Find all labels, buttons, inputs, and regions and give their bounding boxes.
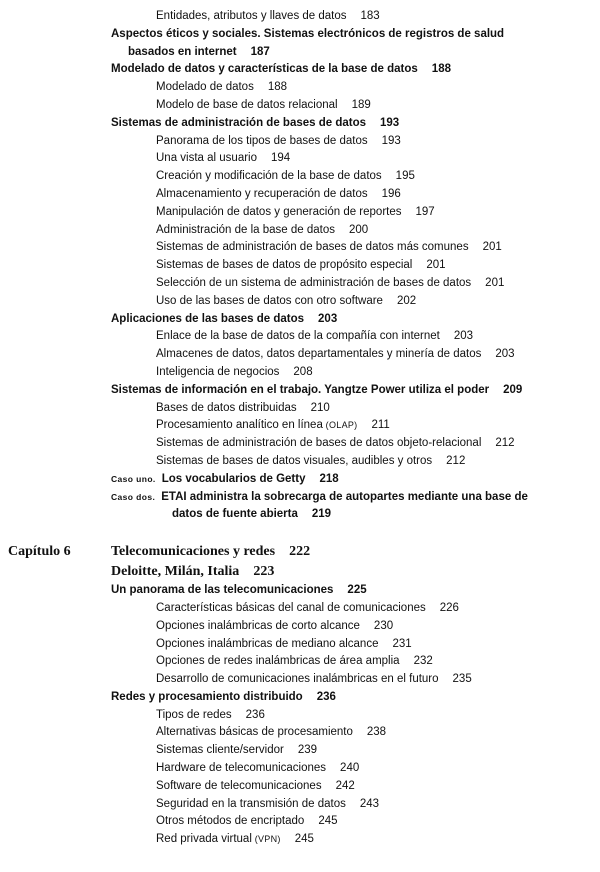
case-label: Caso dos. — [111, 491, 156, 502]
toc-entry — [0, 168, 600, 186]
toc-entry — [0, 707, 600, 725]
toc-entry — [0, 293, 600, 311]
case-label: Caso uno. — [111, 473, 156, 484]
toc-entry — [0, 653, 600, 671]
page-number: 225 — [347, 584, 367, 597]
entry-title: Sistemas de bases de datos visuales, audibles y otros — [156, 454, 433, 467]
page-number: 245 — [318, 815, 338, 828]
page-number: 203 — [495, 348, 515, 361]
entry-title: Hardware de telecomunicaciones — [156, 762, 327, 775]
entry-title: Procesamiento analítico en línea — [156, 419, 323, 432]
toc-entry — [0, 346, 600, 364]
page-number: 189 — [351, 98, 371, 111]
chapter-opening-case — [0, 562, 600, 582]
case-title: ETAI administra la sobrecarga de autopartes mediante una base de — [161, 490, 528, 503]
entry-title: Inteligencia de negocios — [156, 365, 280, 378]
entry-title: Modelado de datos y características de la base de datos — [111, 63, 418, 76]
entry-title: Opciones de redes inalámbricas de área amplia — [156, 655, 400, 668]
page-number: 236 — [316, 690, 336, 703]
page-number: 226 — [439, 601, 459, 614]
entry-title: Administración de la base de datos — [156, 223, 335, 236]
entry-title: Entidades, atributos y llaves de datos — [156, 10, 347, 22]
entry-title: Sistemas de administración de bases de datos más comunes — [156, 241, 469, 254]
toc-entry — [0, 724, 600, 742]
toc-entry — [0, 61, 600, 79]
toc-entry — [0, 400, 600, 418]
table-of-contents — [0, 8, 600, 849]
entry-title: Uso de las bases de datos con otro software — [156, 294, 383, 307]
page-number: 195 — [395, 170, 415, 183]
entry-title: Modelo de base de datos relacional — [156, 98, 338, 111]
entry-title: Aspectos éticos y sociales. Sistemas electrónicos de registros de salud — [111, 27, 505, 40]
entry-title: Enlace de la base de datos de la compañía con internet — [156, 330, 440, 343]
page-number: 202 — [396, 294, 417, 307]
toc-entry — [0, 79, 600, 97]
page-number: 236 — [245, 708, 265, 721]
toc-entry — [0, 150, 600, 168]
page-number: 201 — [482, 241, 502, 254]
page-number: 188 — [431, 63, 451, 76]
toc-entry — [0, 186, 600, 204]
toc-entry — [0, 364, 600, 382]
page-number: 238 — [366, 726, 387, 739]
toc-entry — [0, 328, 600, 346]
entry-title: Modelado de datos — [156, 81, 254, 94]
entry-title: Manipulación de datos y generación de reportes — [156, 205, 402, 218]
page-number: 222 — [289, 544, 311, 560]
case-title-continuation: datos de fuente abierta — [172, 508, 298, 521]
page-number: 212 — [446, 454, 466, 467]
toc-entry — [0, 813, 600, 831]
toc-entry — [0, 115, 600, 133]
page-number: 219 — [311, 508, 332, 521]
toc-entry — [0, 382, 600, 400]
page-number: 223 — [253, 564, 275, 580]
toc-entry — [0, 760, 600, 778]
page-number: 210 — [310, 401, 330, 414]
toc-entry — [0, 778, 600, 796]
toc-entry — [0, 831, 600, 849]
entry-title: Seguridad en la transmisión de datos — [156, 797, 346, 810]
page-number: 183 — [360, 10, 380, 22]
entry-title: basados en internet — [128, 45, 237, 58]
page-number: 209 — [503, 383, 523, 396]
page-number: 242 — [335, 779, 355, 792]
chapter-title: Telecomunicaciones y redes — [111, 544, 276, 560]
entry-title: Aplicaciones de las bases de datos — [111, 312, 305, 325]
case-entry — [0, 471, 600, 489]
page-number: 211 — [371, 419, 390, 432]
entry-title: Software de telecomunicaciones — [156, 779, 322, 792]
page-number: 193 — [380, 116, 400, 129]
toc-entry — [0, 742, 600, 760]
page-number: 200 — [349, 223, 369, 236]
entry-title: Bases de datos distribuidas — [156, 401, 297, 414]
toc-entry — [0, 618, 600, 636]
page-number: 194 — [271, 152, 291, 165]
toc-entry — [0, 26, 600, 44]
page-number: 232 — [413, 655, 433, 668]
toc-entry — [0, 417, 600, 435]
entry-abbreviation: (OLAP) — [322, 420, 358, 431]
toc-entry — [0, 671, 600, 689]
chapter-subtitle: Deloitte, Milán, Italia — [111, 564, 240, 580]
toc-entry — [0, 636, 600, 654]
entry-title: Sistemas de información en el trabajo. Yangtze Power utiliza el poder — [111, 383, 490, 396]
toc-entry — [0, 44, 600, 62]
toc-entry — [0, 600, 600, 618]
entry-title: Otros métodos de encriptado — [156, 815, 305, 828]
page-number: 239 — [297, 744, 318, 757]
toc-entry — [0, 97, 600, 115]
entry-title: Desarrollo de comunicaciones inalámbricas en el futuro — [156, 673, 439, 686]
entry-title: Una vista al usuario — [156, 152, 257, 165]
page-number: 201 — [485, 276, 505, 289]
page-number: 235 — [452, 673, 472, 686]
entry-title: Sistemas cliente/servidor — [156, 744, 284, 757]
entry-title: Tipos de redes — [156, 708, 232, 721]
entry-abbreviation: (VPN) — [251, 834, 281, 845]
page-number: 187 — [250, 45, 270, 58]
toc-entry — [0, 239, 600, 257]
toc-entry — [0, 453, 600, 471]
toc-entry — [0, 222, 600, 240]
chapter-heading — [0, 542, 600, 562]
page-number: 218 — [319, 472, 339, 485]
toc-entry — [0, 435, 600, 453]
page-number: 201 — [426, 259, 446, 272]
entry-title: Alternativas básicas de procesamiento — [156, 726, 353, 739]
page-number: 188 — [267, 81, 288, 94]
toc-entry — [0, 275, 600, 293]
entry-title: Red privada virtual — [156, 833, 252, 846]
toc-entry — [0, 133, 600, 151]
entry-title: Almacenes de datos, datos departamentales y minería de datos — [156, 348, 482, 361]
page-number: 208 — [293, 365, 313, 378]
case-entry — [0, 489, 600, 507]
page-number: 193 — [381, 134, 401, 147]
toc-section-databases — [0, 8, 600, 471]
toc-entry — [0, 257, 600, 275]
toc-entry — [0, 582, 600, 600]
entry-title: Panorama de los tipos de bases de datos — [156, 134, 368, 147]
entry-title: Selección de un sistema de administración de bases de datos — [156, 276, 472, 289]
entry-title: Opciones inalámbricas de corto alcance — [156, 619, 360, 632]
entry-title: Redes y procesamiento distribuido — [111, 690, 303, 703]
case-entry-continuation — [0, 506, 600, 524]
entry-title: Un panorama de las telecomunicaciones — [111, 584, 334, 597]
page-number: 212 — [495, 437, 515, 450]
entry-title: Creación y modificación de la base de datos — [156, 170, 382, 183]
entry-title: Sistemas de administración de bases de datos — [111, 116, 367, 129]
entry-title: Sistemas de administración de bases de datos objeto-relacional — [156, 437, 482, 450]
page-number: 203 — [318, 312, 338, 325]
chapter-title-wrap — [111, 542, 310, 562]
page-number: 196 — [381, 187, 401, 200]
page-number: 203 — [453, 330, 474, 343]
page-number: 197 — [415, 205, 435, 218]
entry-title: Sistemas de bases de datos de propósito especial — [156, 259, 413, 272]
page-number: 230 — [373, 619, 394, 632]
page-number: 243 — [359, 797, 380, 810]
toc-entry — [0, 204, 600, 222]
entry-title: Almacenamiento y recuperación de datos — [156, 187, 368, 200]
toc-entry — [0, 8, 600, 26]
page-number: 231 — [392, 637, 412, 650]
toc-section-telecom — [0, 582, 600, 849]
entry-title: Características básicas del canal de comunicaciones — [156, 601, 426, 614]
toc-entry — [0, 796, 600, 814]
chapter-label: Capítulo 6 — [8, 544, 71, 560]
toc-entry — [0, 689, 600, 707]
case-title: Los vocabularios de Getty — [161, 472, 306, 485]
page-number: 245 — [294, 833, 314, 846]
entry-title: Opciones inalámbricas de mediano alcance — [156, 637, 379, 650]
page-number: 240 — [340, 762, 360, 775]
toc-entry — [0, 311, 600, 329]
